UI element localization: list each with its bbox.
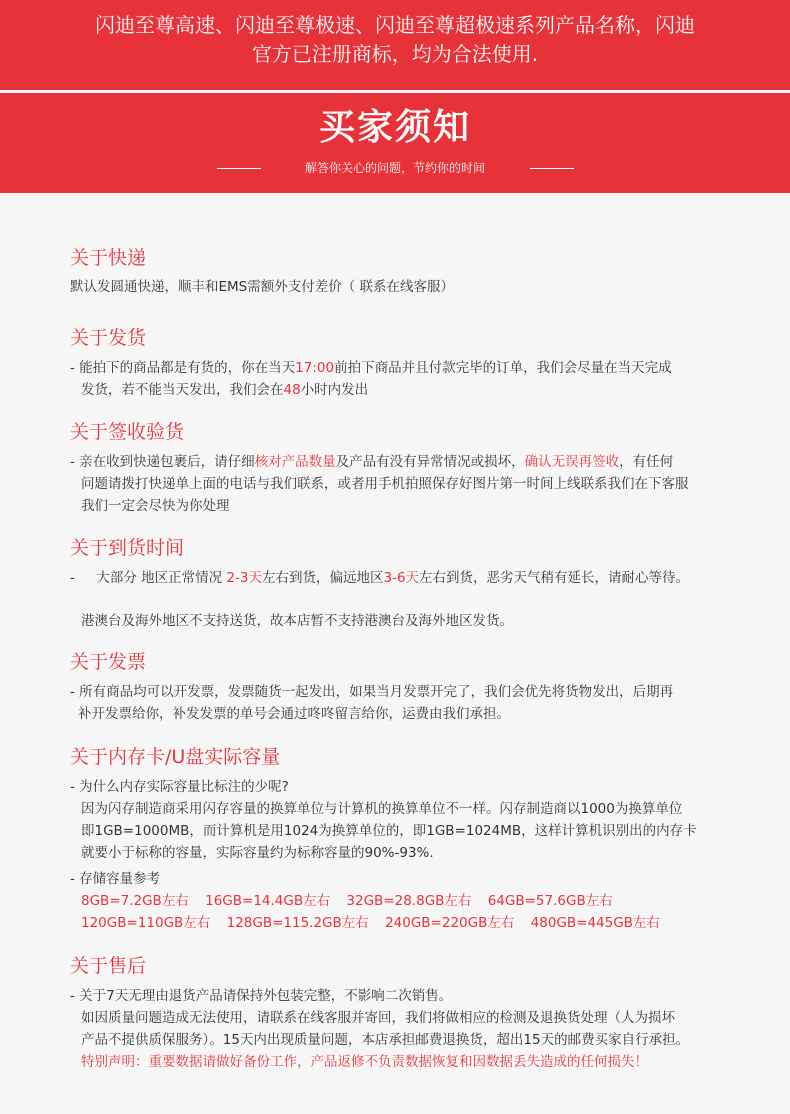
- section-title-express: 关于快递: [70, 247, 147, 269]
- section-title-arrival: 关于到货时间: [70, 537, 185, 559]
- shipping-hours: 48: [283, 382, 301, 398]
- section-invoice: [70, 650, 760, 725]
- subtitle-right-rule: [530, 168, 574, 169]
- subtitle-row: [0, 159, 790, 177]
- capacity-spec: 64GB=57.6GB左右: [487, 893, 613, 909]
- section-shipping: [70, 326, 760, 401]
- capacity-spec: 128GB=115.2GB左右: [226, 915, 369, 931]
- capacity-answer-1: 因为闪存制造商采用闪存容量的换算单位与计算机的换算单位不一样。闪存制造商以1000为换算单位: [81, 801, 683, 817]
- section-express: [70, 246, 760, 298]
- capacity-spec: 480GB=445GB左右: [530, 915, 660, 931]
- section-title-capacity: 关于内存卡/U盘实际容量: [70, 746, 281, 768]
- section-title-invoice: 关于发票: [70, 651, 147, 673]
- capacity-reference-label: - 存储容量参考: [70, 871, 161, 887]
- aftersale-warning: 特别声明：重要数据请做好备份工作，产品返修不负责数据恢复和因数据丢失造成的任何损失！: [81, 1054, 648, 1070]
- section-receipt: [70, 420, 760, 517]
- capacity-spec: 240GB=220GB左右: [385, 915, 515, 931]
- capacity-spec: 32GB=28.8GB左右: [346, 893, 472, 909]
- capacity-answer-2: 即1GB=1000MB，而计算机是用1024为换算单位的，即1GB=1024MB，这样计算机识别出的内存卡: [81, 823, 697, 839]
- shipping-text-4: 小时内发出: [300, 382, 369, 398]
- buyer-notice-header: [0, 93, 790, 193]
- receipt-text-3: ，有任何: [619, 454, 674, 470]
- receipt-text-2: 及产品有没有异常情况或损坏，: [335, 454, 525, 470]
- capacity-spec: 120GB=110GB左右: [81, 915, 211, 931]
- capacity-specs-row-1: [70, 890, 760, 912]
- shipping-text-3: 发货，若不能当天发出，我们会在: [81, 382, 284, 398]
- receipt-highlight-count: 核对产品数量: [254, 454, 336, 470]
- shipping-text-1: - 能拍下的商品都是有货的，你在当天: [70, 360, 296, 376]
- receipt-text-1: - 亲在收到快递包裹后，请仔细: [70, 454, 255, 470]
- section-body-capacity: [70, 776, 760, 890]
- capacity-specs-row-2: [70, 912, 760, 934]
- arrival-remote-days: 3-6天: [383, 570, 420, 586]
- arrival-text-4: 港澳台及海外地区不支持送货，故本店暂不支持港澳台及海外地区发货。: [81, 613, 513, 629]
- section-body-receipt: [70, 451, 760, 517]
- aftersale-text-3: 产品不提供质保服务）。15天内出现质量问题，本店承担邮费退换货，超出15天的邮费买家自行承担。: [81, 1032, 690, 1048]
- invoice-text-1: - 所有商品均可以开发票，发票随货一起发出，如果当月发票开完了，我们会优先将货物发出，后期再: [70, 684, 674, 700]
- section-body-arrival: [70, 567, 760, 632]
- section-title-shipping: 关于发货: [70, 327, 147, 349]
- arrival-normal-days: 2-3天: [226, 570, 262, 586]
- arrival-spacer: [70, 589, 760, 610]
- page-title: 买家须知: [318, 107, 471, 148]
- section-title-aftersale: 关于售后: [70, 955, 147, 977]
- capacity-spec: 16GB=14.4GB左右: [205, 893, 331, 909]
- arrival-text-3: 左右到货，恶劣天气稍有延长，请耐心等待。: [419, 570, 690, 586]
- section-capacity: [70, 745, 760, 934]
- section-body-invoice: [70, 681, 760, 725]
- receipt-text-4: 问题请拨打快递单上面的电话与我们联系，或者用手机拍照保存好图片第一时间上线联系我们在下客服: [81, 476, 689, 492]
- trademark-notice-line-2: 官方已注册商标，均为合法使用.: [251, 42, 539, 66]
- capacity-answer-3: 就要小于标称的容量，实际容量约为标称容量的90%-93%.: [81, 845, 434, 861]
- shipping-cutoff-time: 17:00: [295, 360, 335, 376]
- receipt-highlight-sign: 确认无误再签收: [524, 454, 620, 470]
- section-aftersale: [70, 954, 760, 1073]
- section-body-shipping: [70, 357, 760, 401]
- faq-content: [0, 193, 790, 1114]
- express-text: 默认发圆通快递，顺丰和EMS需额外支付差价（ 联系在线客服）: [70, 279, 455, 295]
- receipt-text-5: 我们一定会尽快为你处理: [81, 498, 230, 514]
- aftersale-text-1: - 关于7天无理由退货产品请保持外包装完整，不影响二次销售。: [70, 988, 453, 1004]
- arrival-text-1: - 大部分 地区正常情况: [70, 570, 227, 586]
- capacity-question: - 为什么内存实际容量比标注的少呢?: [70, 779, 289, 795]
- section-title-receipt: 关于签收验货: [70, 421, 185, 443]
- aftersale-text-2: 如因质量问题造成无法使用，请联系在线客服并寄回，我们将做相应的检测及退换货处理（人为损坏: [81, 1010, 675, 1026]
- section-body-express: [70, 276, 760, 298]
- section-arrival: [70, 536, 760, 632]
- shipping-text-2: 前拍下商品并且付款完毕的订单，我们会尽量在当天完成: [334, 360, 672, 376]
- invoice-text-2: 补开发票给你，补发发票的单号会通过咚咚留言给你，运费由我们承担。: [78, 706, 510, 722]
- trademark-notice-line-1: 闪迪至尊高速、闪迪至尊极速、闪迪至尊超极速系列产品名称，闪迪: [95, 13, 695, 37]
- trademark-notice: [0, 0, 790, 90]
- capacity-spec: 8GB=7.2GB左右: [81, 893, 189, 909]
- arrival-text-2: 左右到货，偏远地区: [261, 570, 384, 586]
- section-body-aftersale: [70, 985, 760, 1073]
- page-subtitle: 解答你关心的问题，节约你的时间: [304, 161, 485, 175]
